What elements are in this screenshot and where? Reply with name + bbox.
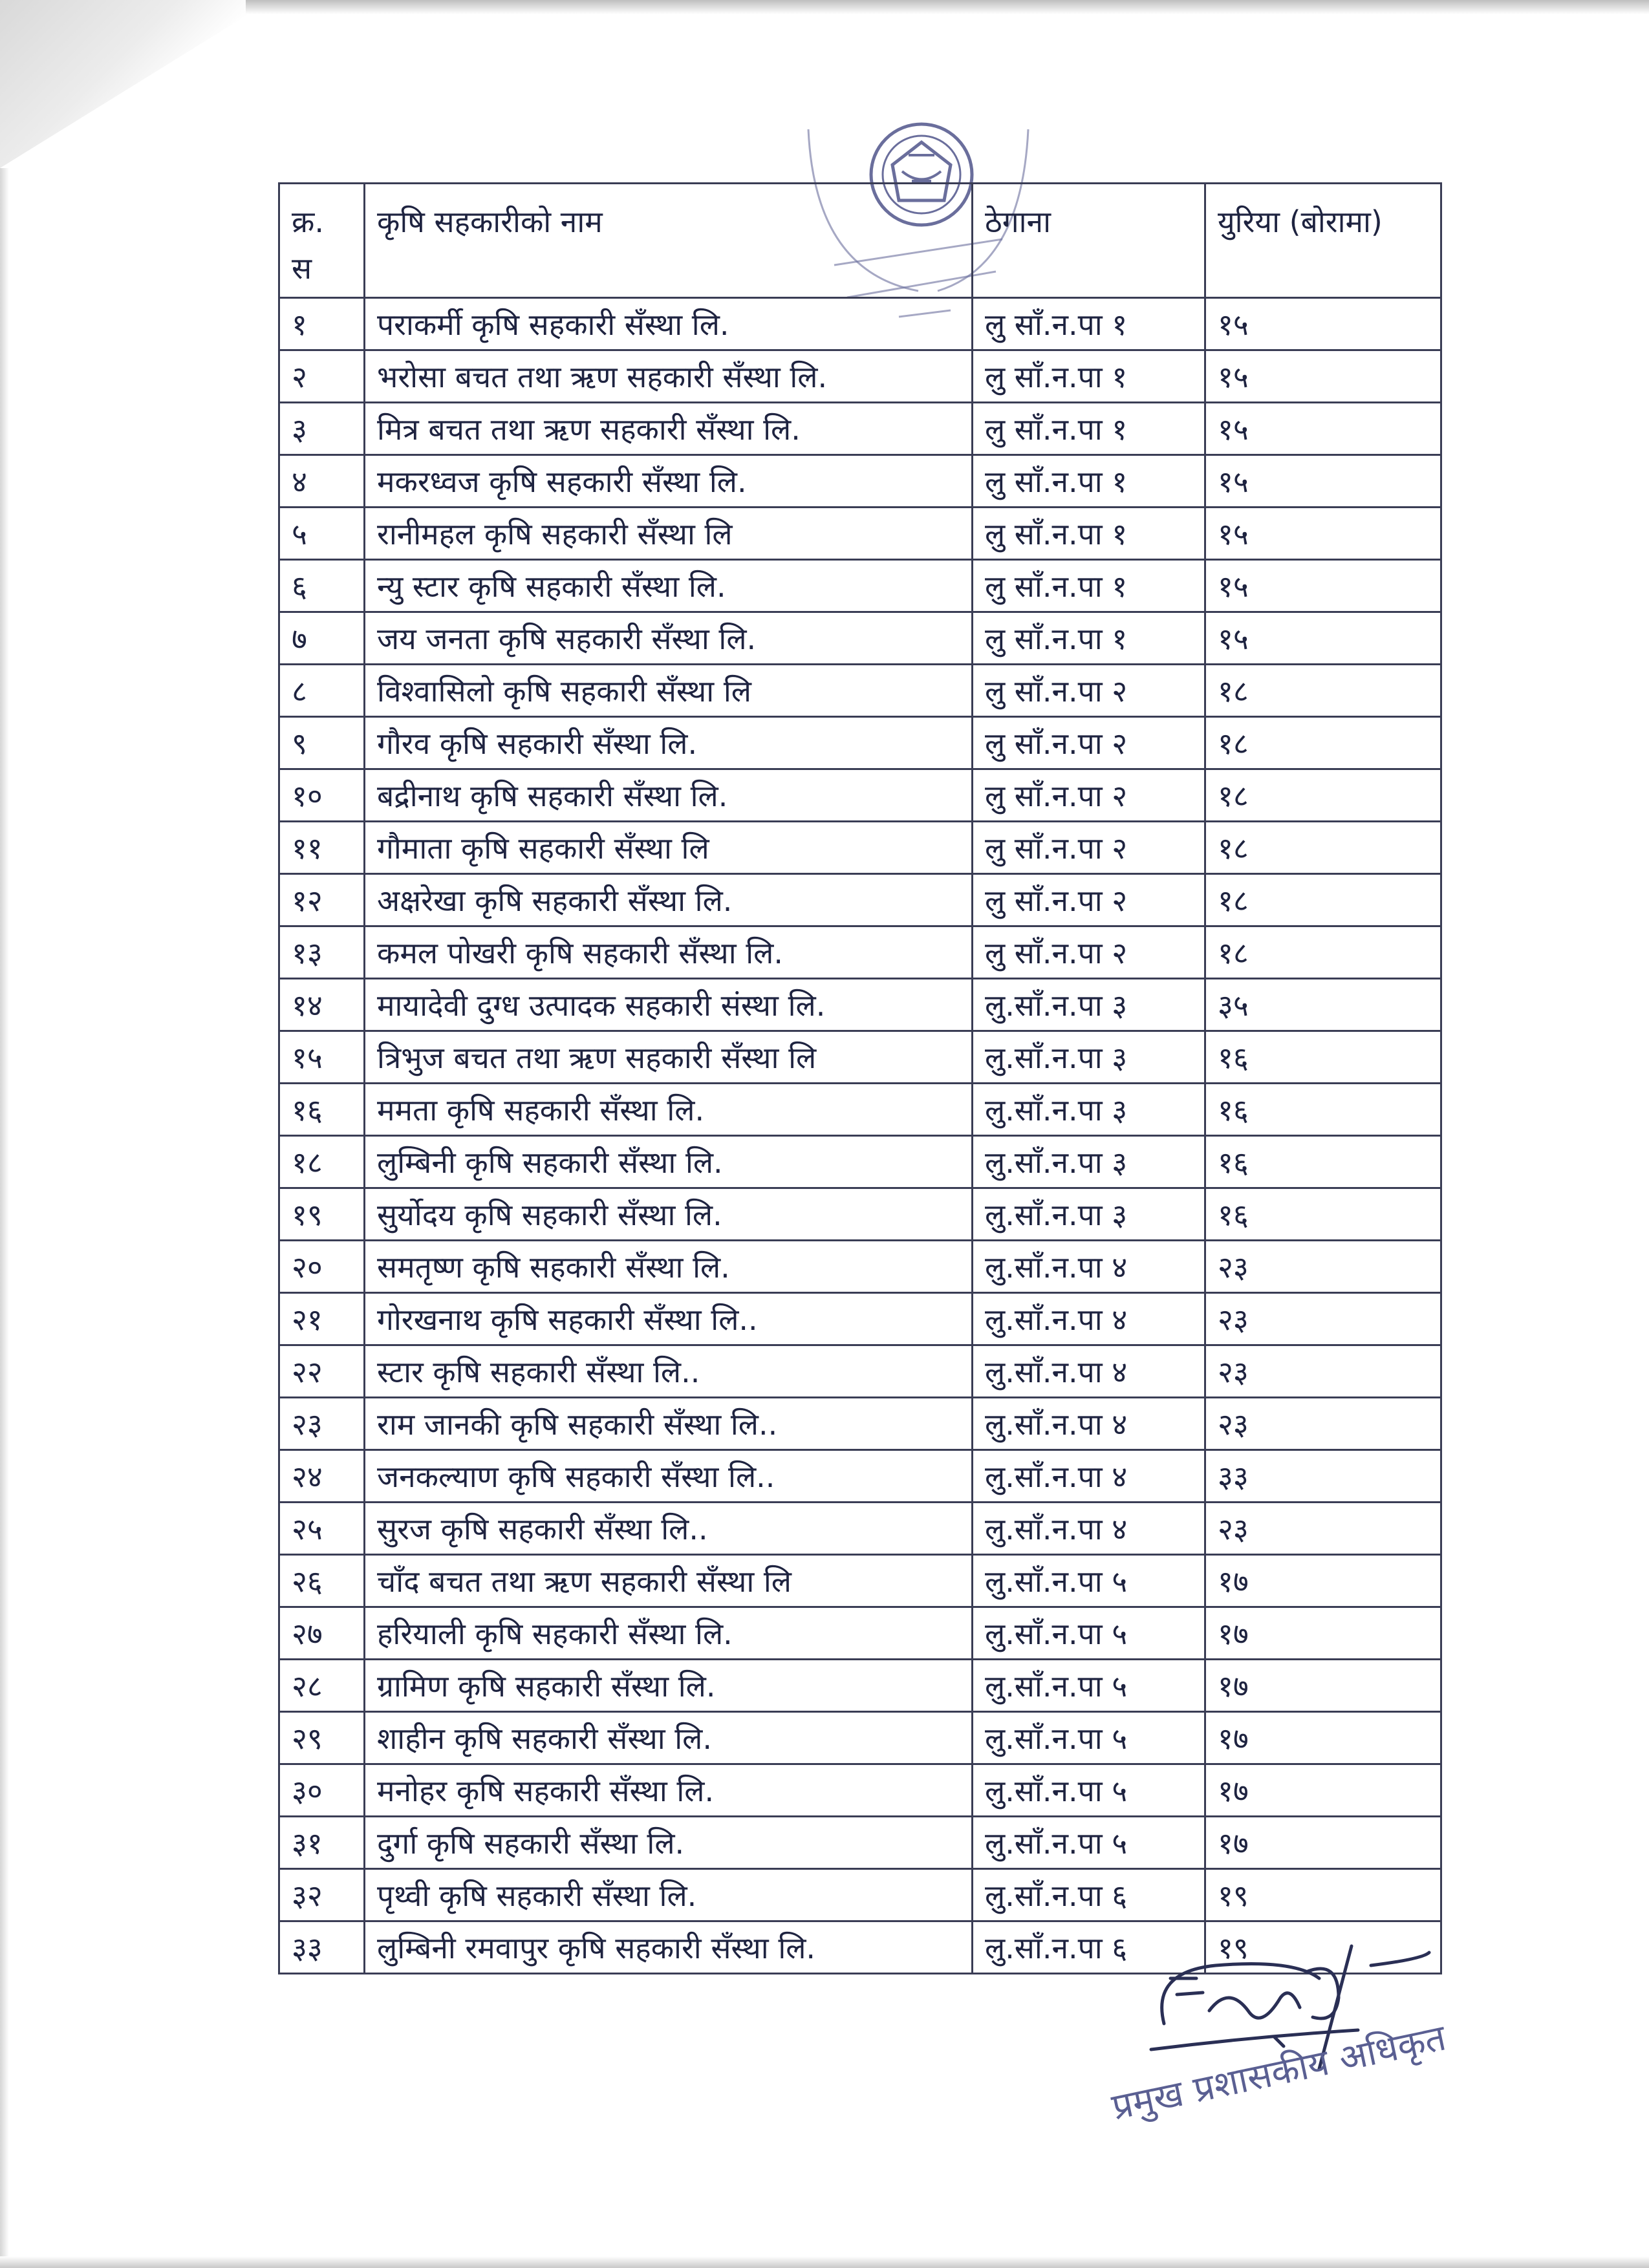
table-row	[279, 1607, 1441, 1660]
cooperative-name-cell: ग्रामिण कृषि सहकारी सँस्था लि.	[365, 1660, 973, 1712]
table-row	[279, 1188, 1441, 1241]
cooperative-name-cell: हरियाली कृषि सहकारी सँस्था लि.	[365, 1607, 973, 1660]
table-row	[279, 1345, 1441, 1398]
address-cell: लु साँ.न.पा २	[973, 665, 1205, 717]
table-row	[279, 874, 1441, 926]
table-row	[279, 508, 1441, 560]
header-cooperative-name: कृषि सहकारीको नाम	[365, 184, 973, 298]
address-cell: लु साँ.न.पा १	[973, 612, 1205, 665]
address-cell: लु साँ.न.पा २	[973, 874, 1205, 926]
serial-number-cell: ३२	[279, 1869, 365, 1921]
serial-number-cell: ८	[279, 665, 365, 717]
address-cell: लु.साँ.न.पा ५	[973, 1764, 1205, 1817]
table-row	[279, 717, 1441, 769]
serial-number-cell: २९	[279, 1712, 365, 1764]
table-row	[279, 298, 1441, 350]
cooperative-name-cell: गोरखनाथ कृषि सहकारी सँस्था लि..	[365, 1293, 973, 1345]
cooperative-name-cell: लुम्बिनी कृषि सहकारी सँस्था लि.	[365, 1136, 973, 1188]
urea-bags-cell: १८	[1205, 717, 1441, 769]
cooperative-name-cell: जनकल्याण कृषि सहकारी सँस्था लि..	[365, 1450, 973, 1503]
table-row	[279, 665, 1441, 717]
cooperative-name-cell: बद्रीनाथ कृषि सहकारी सँस्था लि.	[365, 769, 973, 822]
serial-number-cell: ४	[279, 455, 365, 508]
serial-number-cell: १२	[279, 874, 365, 926]
urea-bags-cell: १७	[1205, 1660, 1441, 1712]
address-cell: लु.साँ.न.पा ३	[973, 1188, 1205, 1241]
serial-number-cell: १६	[279, 1084, 365, 1136]
address-cell: लु साँ.न.पा २	[973, 717, 1205, 769]
urea-bags-cell: १५	[1205, 612, 1441, 665]
urea-bags-cell: २३	[1205, 1241, 1441, 1293]
serial-number-cell: ३	[279, 403, 365, 455]
urea-bags-cell: १७	[1205, 1712, 1441, 1764]
urea-bags-cell: १५	[1205, 455, 1441, 508]
address-cell: लु साँ.न.पा १	[973, 350, 1205, 403]
table-row	[279, 1031, 1441, 1084]
page-edge-top	[246, 0, 1649, 14]
cooperative-name-cell: सुरज कृषि सहकारी सँस्था लि..	[365, 1503, 973, 1555]
urea-bags-cell: १८	[1205, 874, 1441, 926]
cooperative-name-cell: गौरव कृषि सहकारी सँस्था लि.	[365, 717, 973, 769]
cooperative-name-cell: लुम्बिनी रमवापुर कृषि सहकारी सँस्था लि.	[365, 1921, 973, 1974]
urea-bags-cell: १७	[1205, 1555, 1441, 1607]
cooperative-name-cell: चाँद बचत तथा ऋण सहकारी सँस्था लि	[365, 1555, 973, 1607]
address-cell: लु साँ.न.पा १	[973, 403, 1205, 455]
cooperative-name-cell: गौमाता कृषि सहकारी सँस्था लि	[365, 822, 973, 874]
cooperative-name-cell: मकरध्वज कृषि सहकारी सँस्था लि.	[365, 455, 973, 508]
serial-number-cell: १३	[279, 926, 365, 979]
cooperative-name-cell: राम जानकी कृषि सहकारी सँस्था लि..	[365, 1398, 973, 1450]
serial-number-cell: १९	[279, 1188, 365, 1241]
urea-bags-cell: १५	[1205, 560, 1441, 612]
urea-bags-cell: २३	[1205, 1398, 1441, 1450]
table-row	[279, 1660, 1441, 1712]
urea-bags-cell: १९	[1205, 1869, 1441, 1921]
cooperative-name-cell: स्टार कृषि सहकारी सँस्था लि..	[365, 1345, 973, 1398]
cooperative-name-cell: पृथ्वी कृषि सहकारी सँस्था लि.	[365, 1869, 973, 1921]
address-cell: लु साँ.न.पा १	[973, 455, 1205, 508]
urea-bags-cell: १६	[1205, 1136, 1441, 1188]
address-cell: लु.साँ.न.पा ३	[973, 1136, 1205, 1188]
urea-bags-cell: १८	[1205, 822, 1441, 874]
serial-number-cell: २५	[279, 1503, 365, 1555]
signatory-designation: प्रमुख प्रशासकीय अधिकृत	[1108, 2017, 1450, 2129]
cooperative-name-cell: जय जनता कृषि सहकारी सँस्था लि.	[365, 612, 973, 665]
serial-number-cell: १५	[279, 1031, 365, 1084]
address-cell: लु साँ.न.पा १	[973, 560, 1205, 612]
cooperative-name-cell: अक्षरेखा कृषि सहकारी सँस्था लि.	[365, 874, 973, 926]
address-cell: लु.साँ.न.पा ६	[973, 1869, 1205, 1921]
header-address: ठेगाना	[973, 184, 1205, 298]
serial-number-cell: १८	[279, 1136, 365, 1188]
urea-bags-cell: १५	[1205, 298, 1441, 350]
address-cell: लु साँ.न.पा १	[973, 508, 1205, 560]
urea-bags-cell: २३	[1205, 1345, 1441, 1398]
serial-number-cell: २	[279, 350, 365, 403]
address-cell: लु साँ.न.पा १	[973, 298, 1205, 350]
cooperative-name-cell: मनोहर कृषि सहकारी सँस्था लि.	[365, 1764, 973, 1817]
address-cell: लु साँ.न.पा २	[973, 769, 1205, 822]
address-cell: लु.साँ.न.पा ६	[973, 1921, 1205, 1974]
address-cell: लु.साँ.न.पा ५	[973, 1555, 1205, 1607]
table-row	[279, 1450, 1441, 1503]
page-fold-shadow	[0, 0, 272, 168]
cooperative-name-cell: भरोसा बचत तथा ऋण सहकारी सँस्था लि.	[365, 350, 973, 403]
cooperative-name-cell: कमल पोखरी कृषि सहकारी सँस्था लि.	[365, 926, 973, 979]
serial-number-cell: ७	[279, 612, 365, 665]
serial-number-cell: २१	[279, 1293, 365, 1345]
cooperative-name-cell: मित्र बचत तथा ऋण सहकारी सँस्था लि.	[365, 403, 973, 455]
cooperative-name-cell: ममता कृषि सहकारी सँस्था लि.	[365, 1084, 973, 1136]
table-row	[279, 769, 1441, 822]
cooperative-name-cell: त्रिभुज बचत तथा ऋण सहकारी सँस्था लि	[365, 1031, 973, 1084]
table-row	[279, 1764, 1441, 1817]
cooperative-name-cell: विश्वासिलो कृषि सहकारी सँस्था लि	[365, 665, 973, 717]
table-row	[279, 1293, 1441, 1345]
address-cell: लु.साँ.न.पा ३	[973, 1031, 1205, 1084]
urea-bags-cell: १५	[1205, 350, 1441, 403]
cooperative-name-cell: शाहीन कृषि सहकारी सँस्था लि.	[365, 1712, 973, 1764]
table-row	[279, 1712, 1441, 1764]
serial-number-cell: ११	[279, 822, 365, 874]
table-header-row	[279, 184, 1441, 298]
table-row	[279, 822, 1441, 874]
address-cell: लु.साँ.न.पा ४	[973, 1241, 1205, 1293]
urea-bags-cell: १६	[1205, 1188, 1441, 1241]
address-cell: लु.साँ.न.पा ४	[973, 1503, 1205, 1555]
serial-number-cell: २७	[279, 1607, 365, 1660]
serial-number-cell: २२	[279, 1345, 365, 1398]
table-row	[279, 612, 1441, 665]
serial-number-cell: ३०	[279, 1764, 365, 1817]
address-cell: लु.साँ.न.पा ४	[973, 1293, 1205, 1345]
table-row	[279, 979, 1441, 1031]
table-row	[279, 1869, 1441, 1921]
table-row	[279, 1817, 1441, 1869]
address-cell: लु.साँ.न.पा ४	[973, 1450, 1205, 1503]
table-row	[279, 1555, 1441, 1607]
serial-number-cell: १४	[279, 979, 365, 1031]
page-edge-left	[0, 168, 9, 2268]
table-row	[279, 1241, 1441, 1293]
table-body	[279, 298, 1441, 1974]
address-cell: लु.साँ.न.पा ३	[973, 1084, 1205, 1136]
cooperative-name-cell: मायादेवी दुग्ध उत्पादक सहकारी संस्था लि.	[365, 979, 973, 1031]
serial-number-cell: २०	[279, 1241, 365, 1293]
page-edge-bottom	[0, 2256, 1649, 2268]
table-row	[279, 560, 1441, 612]
address-cell: लु.साँ.न.पा ४	[973, 1398, 1205, 1450]
serial-number-cell: ९	[279, 717, 365, 769]
serial-number-cell: २६	[279, 1555, 365, 1607]
address-cell: लु.साँ.न.पा ५	[973, 1660, 1205, 1712]
urea-bags-cell: १८	[1205, 769, 1441, 822]
header-urea-bags: युरिया (बोरामा)	[1205, 184, 1441, 298]
urea-bags-cell: १६	[1205, 1084, 1441, 1136]
cooperative-name-cell: पराकर्मी कृषि सहकारी सँस्था लि.	[365, 298, 973, 350]
address-cell: लु.साँ.न.पा ४	[973, 1345, 1205, 1398]
table-row	[279, 1398, 1441, 1450]
urea-bags-cell: १५	[1205, 403, 1441, 455]
table-row	[279, 1136, 1441, 1188]
cooperative-name-cell: दुर्गा कृषि सहकारी सँस्था लि.	[365, 1817, 973, 1869]
serial-number-cell: ६	[279, 560, 365, 612]
urea-allocation-table	[278, 182, 1442, 1974]
urea-bags-cell: १७	[1205, 1764, 1441, 1817]
table-row	[279, 455, 1441, 508]
address-cell: लु साँ.न.पा २	[973, 926, 1205, 979]
urea-bags-cell: ३३	[1205, 1450, 1441, 1503]
cooperative-name-cell: न्यु स्टार कृषि सहकारी सँस्था लि.	[365, 560, 973, 612]
address-cell: लु.साँ.न.पा ५	[973, 1607, 1205, 1660]
urea-bags-cell: २३	[1205, 1293, 1441, 1345]
urea-bags-cell: १८	[1205, 665, 1441, 717]
cooperative-name-cell: सुर्योदय कृषि सहकारी सँस्था लि.	[365, 1188, 973, 1241]
serial-number-cell: २३	[279, 1398, 365, 1450]
address-cell: लु.साँ.न.पा ३	[973, 979, 1205, 1031]
address-cell: लु साँ.न.पा २	[973, 822, 1205, 874]
cooperative-name-cell: रानीमहल कृषि सहकारी सँस्था लि	[365, 508, 973, 560]
urea-bags-cell: ३५	[1205, 979, 1441, 1031]
table-row	[279, 926, 1441, 979]
urea-bags-cell: १५	[1205, 508, 1441, 560]
urea-bags-cell: १७	[1205, 1607, 1441, 1660]
address-cell: लु.साँ.न.पा ५	[973, 1712, 1205, 1764]
cooperative-name-cell: समतृष्ण कृषि सहकारी सँस्था लि.	[365, 1241, 973, 1293]
serial-number-cell: ५	[279, 508, 365, 560]
serial-number-cell: ३१	[279, 1817, 365, 1869]
serial-number-cell: १०	[279, 769, 365, 822]
serial-number-cell: ३३	[279, 1921, 365, 1974]
table-row	[279, 1084, 1441, 1136]
serial-number-cell: २८	[279, 1660, 365, 1712]
table-row	[279, 403, 1441, 455]
urea-bags-cell: १९	[1205, 1921, 1441, 1974]
address-cell: लु.साँ.न.पा ५	[973, 1817, 1205, 1869]
serial-number-cell: २४	[279, 1450, 365, 1503]
urea-bags-cell: १७	[1205, 1817, 1441, 1869]
table-row	[279, 350, 1441, 403]
header-serial-number: क्र. स	[279, 184, 365, 298]
urea-bags-cell: १६	[1205, 1031, 1441, 1084]
serial-number-cell: १	[279, 298, 365, 350]
urea-bags-cell: २३	[1205, 1503, 1441, 1555]
table-row	[279, 1503, 1441, 1555]
urea-bags-cell: १८	[1205, 926, 1441, 979]
